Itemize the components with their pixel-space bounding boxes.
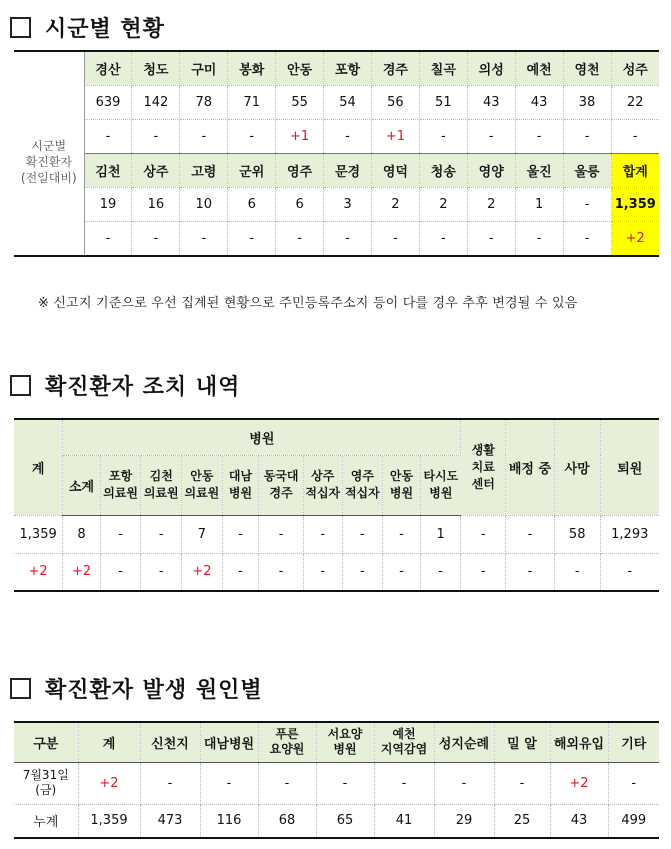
region-change: - — [467, 120, 515, 154]
hospital-sub-header: 타시도 병원 — [420, 455, 461, 515]
cell: +2 — [550, 762, 608, 804]
region-change: - — [563, 222, 611, 257]
col-waiting-header: 배정 중 — [506, 419, 555, 515]
region-header: 의성 — [467, 51, 515, 86]
cell: - — [303, 515, 342, 553]
cause-header: 성지순례 — [434, 722, 494, 762]
region-header: 문경 — [324, 154, 372, 188]
region-change: - — [515, 120, 563, 154]
cause-header: 계 — [78, 722, 140, 762]
region-header: 청도 — [132, 51, 180, 86]
section-title-measures — [10, 370, 240, 401]
col-death-header: 사망 — [554, 419, 600, 515]
cell: - — [303, 553, 342, 591]
cell: - — [258, 762, 316, 804]
region-header: 영덕 — [371, 154, 419, 188]
cell: 1,359 — [78, 804, 140, 838]
checkbox-square-icon — [10, 375, 31, 396]
cell: 43 — [550, 804, 608, 838]
cause-header: 예천 지역감염 — [374, 722, 434, 762]
row-label: 7월31일 (금) — [14, 762, 78, 804]
region-count: 639 — [84, 86, 132, 120]
cell: 499 — [608, 804, 659, 838]
region-header: 군위 — [228, 154, 276, 188]
hospital-sub-header: 영주 적십자 — [342, 455, 383, 515]
region-header: 청송 — [419, 154, 467, 188]
region-header: 상주 — [132, 154, 180, 188]
section-title-region — [10, 12, 165, 43]
region-header: 울진 — [515, 154, 563, 188]
row-label: 누계 — [14, 804, 78, 838]
total-header: 합계 — [611, 154, 659, 188]
region-count: 55 — [276, 86, 324, 120]
region-header: 경산 — [84, 51, 132, 86]
section-title-text: 확진환자 조치 내역 — [45, 375, 241, 400]
region-header: 영양 — [467, 154, 515, 188]
cell: 473 — [140, 804, 200, 838]
cell: 7 — [182, 515, 223, 553]
region-header: 영천 — [563, 51, 611, 86]
region-count: 1 — [515, 188, 563, 222]
cell: 25 — [494, 804, 550, 838]
region-header: 김천 — [84, 154, 132, 188]
region-change: - — [324, 222, 372, 257]
cause-header: 푸른 요양원 — [258, 722, 316, 762]
region-change: - — [611, 120, 659, 154]
region-header: 봉화 — [228, 51, 276, 86]
cell: 1,293 — [600, 515, 659, 553]
hospital-sub-header: 대남 병원 — [222, 455, 259, 515]
region-count: 10 — [180, 188, 228, 222]
region-change: - — [84, 120, 132, 154]
col-hospital-header: 병원 — [63, 419, 461, 455]
region-header: 울릉 — [563, 154, 611, 188]
region-count: 6 — [228, 188, 276, 222]
region-change: - — [371, 222, 419, 257]
cell: 1,359 — [14, 515, 63, 553]
region-header: 구미 — [180, 51, 228, 86]
region-count: - — [563, 188, 611, 222]
region-header: 경주 — [371, 51, 419, 86]
cell: - — [259, 515, 304, 553]
cell: - — [434, 762, 494, 804]
hospital-sub-header: 상주 적십자 — [303, 455, 342, 515]
cell: - — [141, 515, 182, 553]
cell: - — [222, 553, 259, 591]
footnote: ※ 신고지 기준으로 우선 집계된 현황으로 주민등록주소지 등이 다를 경우 추후 변경될 수 있음 — [38, 296, 578, 311]
cause-header: 서요양 병원 — [316, 722, 374, 762]
cell: - — [554, 553, 600, 591]
region-count: 6 — [276, 188, 324, 222]
region-status-table — [14, 50, 659, 257]
cell: 68 — [258, 804, 316, 838]
region-count: 43 — [467, 86, 515, 120]
cell: - — [100, 515, 141, 553]
region-header: 안동 — [276, 51, 324, 86]
cell: - — [374, 762, 434, 804]
region-header: 포항 — [324, 51, 372, 86]
region-header: 영주 — [276, 154, 324, 188]
cell: - — [100, 553, 141, 591]
cell: - — [342, 553, 383, 591]
cell: - — [461, 515, 506, 553]
hospital-sub-header: 동국대 경주 — [259, 455, 304, 515]
section-title-text: 확진환자 발생 원인별 — [45, 678, 263, 703]
cell: - — [316, 762, 374, 804]
hospital-sub-header: 안동 병원 — [383, 455, 421, 515]
region-count: 2 — [371, 188, 419, 222]
section-title-text: 시군별 현황 — [45, 17, 165, 42]
region-change: - — [419, 222, 467, 257]
cell: - — [222, 515, 259, 553]
cause-header: 구분 — [14, 722, 78, 762]
col-total-header: 계 — [14, 419, 63, 515]
checkbox-square-icon — [10, 678, 31, 699]
region-change: - — [324, 120, 372, 154]
region-change: - — [515, 222, 563, 257]
cell: - — [141, 553, 182, 591]
cell: 41 — [374, 804, 434, 838]
side-label: 시군별 확진환자 (전일대비) — [14, 51, 84, 256]
cell: - — [608, 762, 659, 804]
col-discharge-header: 퇴원 — [600, 419, 659, 515]
cell: 58 — [554, 515, 600, 553]
cause-header: 대남병원 — [200, 722, 258, 762]
region-change: - — [84, 222, 132, 257]
col-living-header: 생활 치료 센터 — [461, 419, 506, 515]
cause-header: 밀 알 — [494, 722, 550, 762]
hospital-sub-header: 소계 — [63, 455, 101, 515]
cell: 8 — [63, 515, 101, 553]
hospital-sub-header: 포항 의료원 — [100, 455, 141, 515]
table-row — [14, 553, 659, 591]
cell: - — [383, 553, 421, 591]
region-count: 16 — [132, 188, 180, 222]
region-count: 78 — [180, 86, 228, 120]
region-count: 51 — [419, 86, 467, 120]
region-count: 22 — [611, 86, 659, 120]
region-change: - — [467, 222, 515, 257]
region-change: - — [180, 120, 228, 154]
cell: - — [600, 553, 659, 591]
region-change: - — [419, 120, 467, 154]
region-change: +1 — [371, 120, 419, 154]
region-count: 43 — [515, 86, 563, 120]
total-count: 1,359 — [611, 188, 659, 222]
table-row — [14, 804, 659, 838]
cause-header: 해외유입 — [550, 722, 608, 762]
cell: - — [420, 553, 461, 591]
region-change: - — [228, 222, 276, 257]
region-count: 54 — [324, 86, 372, 120]
region-change: - — [180, 222, 228, 257]
region-change: - — [132, 120, 180, 154]
cell: - — [383, 515, 421, 553]
cell: +2 — [14, 553, 63, 591]
region-count: 3 — [324, 188, 372, 222]
region-count: 19 — [84, 188, 132, 222]
hospital-sub-header: 안동 의료원 — [182, 455, 223, 515]
region-count: 71 — [228, 86, 276, 120]
cell: 116 — [200, 804, 258, 838]
cell: - — [259, 553, 304, 591]
region-change: - — [563, 120, 611, 154]
hospital-sub-header: 김천 의료원 — [141, 455, 182, 515]
region-change: - — [228, 120, 276, 154]
region-header: 고령 — [180, 154, 228, 188]
table-row — [14, 762, 659, 804]
region-header: 칠곡 — [419, 51, 467, 86]
region-count: 142 — [132, 86, 180, 120]
cell: - — [506, 515, 555, 553]
section-title-causes — [10, 673, 263, 704]
cell: +2 — [78, 762, 140, 804]
cell: - — [494, 762, 550, 804]
cell: - — [140, 762, 200, 804]
region-header: 예천 — [515, 51, 563, 86]
cause-header: 기타 — [608, 722, 659, 762]
region-count: 2 — [419, 188, 467, 222]
cell: 1 — [420, 515, 461, 553]
checkbox-square-icon — [10, 17, 31, 38]
measures-table — [14, 418, 659, 592]
cell: 65 — [316, 804, 374, 838]
region-change: +1 — [276, 120, 324, 154]
cell: +2 — [182, 553, 223, 591]
total-change: +2 — [611, 222, 659, 257]
region-change: - — [132, 222, 180, 257]
region-change: - — [276, 222, 324, 257]
region-count: 2 — [467, 188, 515, 222]
cell: - — [461, 553, 506, 591]
cell: +2 — [63, 553, 101, 591]
cell: - — [342, 515, 383, 553]
causes-table — [14, 721, 659, 839]
table-row — [14, 515, 659, 553]
cell: - — [506, 553, 555, 591]
region-count: 38 — [563, 86, 611, 120]
cell: 29 — [434, 804, 494, 838]
cell: - — [200, 762, 258, 804]
cause-header: 신천지 — [140, 722, 200, 762]
region-count: 56 — [371, 86, 419, 120]
region-header: 성주 — [611, 51, 659, 86]
